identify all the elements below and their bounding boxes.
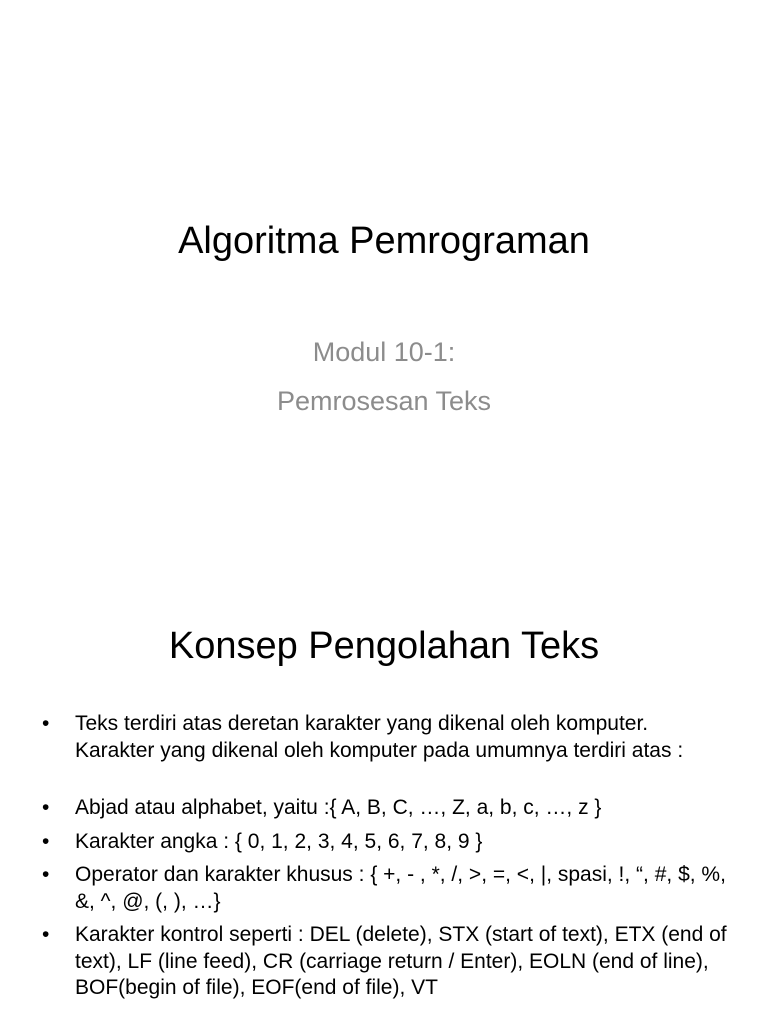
bullet-icon: •	[42, 796, 50, 819]
bullet-list	[0, 711, 768, 1009]
slide-title: Algoritma Pemrograman	[178, 220, 590, 262]
bullet-item	[0, 922, 768, 1002]
slide-subtitle-line-2: Pemrosesan Teks	[276, 386, 492, 416]
bullet-item	[0, 862, 768, 915]
bullet-item	[0, 795, 768, 822]
content-slide	[0, 576, 768, 1024]
bullet-text: Teks terdiri atas deretan karakter yang dikenal oleh komputer. Karakter yang dikenal oleh komputer pada umumnya terdiri atas :	[75, 712, 684, 762]
bullet-item	[0, 711, 768, 764]
slide-subtitle-line-1: Modul 10-1:	[312, 337, 456, 367]
slide-title: Konsep Pengolahan Teks	[168, 625, 600, 667]
bullet-icon: •	[42, 863, 50, 886]
bullet-item	[0, 829, 768, 856]
bullet-icon: •	[42, 712, 50, 735]
bullet-text: Karakter angka : { 0, 1, 2, 3, 4, 5, 6, 7, 8, 9 }	[75, 829, 483, 853]
bullet-icon: •	[42, 923, 50, 946]
bullet-text: Operator dan karakter khusus : { +, - , *, /, >, =, <, |, spasi, !, “, #, $, %, &, ^, @, (, ), …}	[75, 863, 726, 913]
bullet-text: Abjad atau alphabet, yaitu :{ A, B, C, …, Z, a, b, c, …, z }	[75, 796, 602, 819]
bullet-text: Karakter kontrol seperti : DEL (delete), STX (start of text), ETX (end of text), LF (line feed), CR (carriage return / Enter), EOLN (end of line), BOF(begin of file), EOF(end of file), VT	[75, 923, 727, 999]
bullet-icon: •	[42, 829, 50, 853]
